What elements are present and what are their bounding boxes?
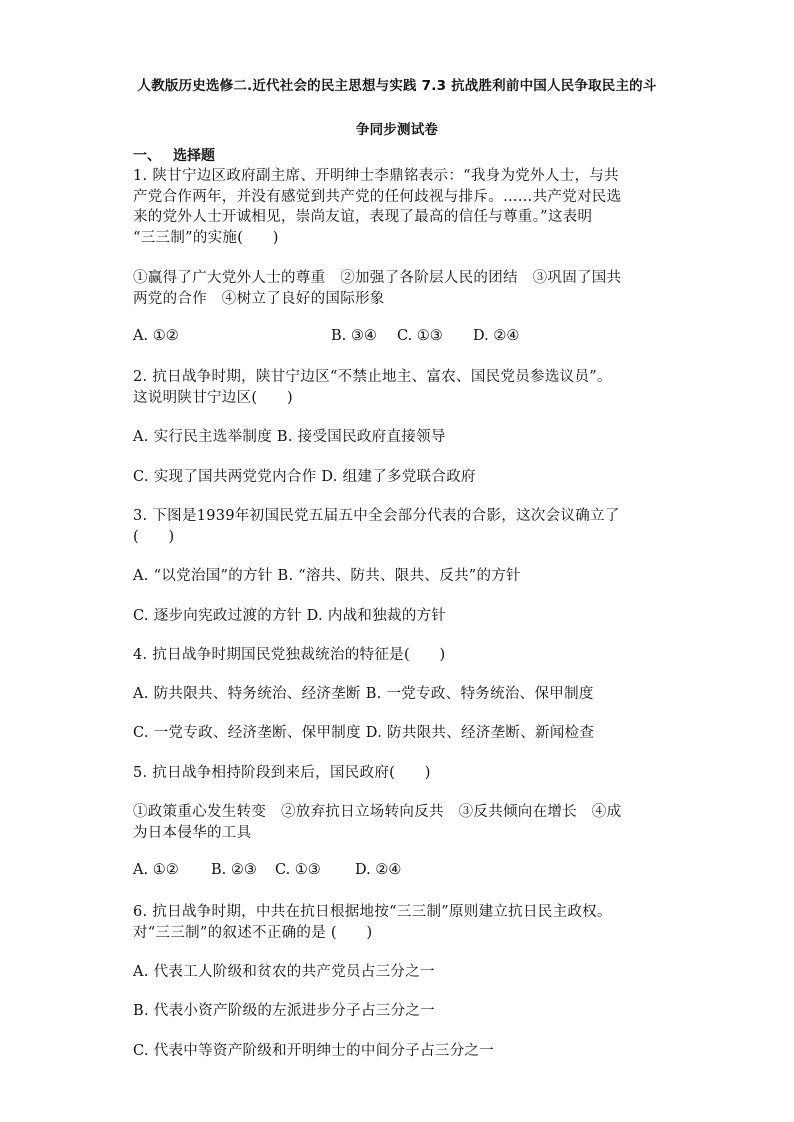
question-5-option-b: B. ②③ [211, 862, 257, 878]
question-1-items-line-2: 两党的合作 ④树立了良好的国际形象 [133, 290, 385, 307]
question-3-stem [133, 506, 663, 547]
question-1-line-2: 产党合作两年，并没有感觉到共产党的任何歧视与排斥。……共产党对民选 [133, 188, 622, 205]
question-5-items-line-2: 为日本侵华的工具 [133, 824, 252, 841]
question-1-line-3: 来的党外人士开诚相见，崇尚友谊，表现了最高的信任与尊重。”这表明 [133, 209, 593, 225]
question-5-option-a: A. ①② [133, 862, 179, 878]
question-6-option-b: B. 代表小资产阶级的左派进步分子占三分之一 [133, 1003, 435, 1019]
question-3-line-2: ( ) [133, 528, 175, 545]
question-1-option-b: B. ③④ [331, 328, 377, 344]
question-6-line-2: 对“三三制”的叙述不正确的是 ( ) [133, 924, 373, 941]
section-heading [133, 145, 215, 165]
question-1-option-c: C. ①③ [397, 328, 443, 344]
question-6-line-1: 6. 抗日战争时期，中共在抗日根据地按“三三制”原则建立抗日民主政权。 [133, 904, 612, 920]
question-5-items-line-1: ①政策重心发生转变 ②放弃抗日立场转向反共 ③反共倾向在增长 ④成 [133, 804, 622, 820]
question-5-stem [133, 763, 663, 784]
question-2-line-1: 2. 抗日战争时期，陕甘宁边区“不禁止地主、富农、国民党员参选议员”。 [133, 369, 612, 385]
question-4-option-cd: C. 一党专政、经济垄断、保甲制度 D. 防共限共、经济垄断、新闻检查 [133, 725, 595, 741]
question-3-option-cd: C. 逐步向宪政过渡的方针 D. 内战和独裁的方针 [133, 608, 447, 624]
question-3-options-line-1 [133, 566, 663, 587]
question-3-option-ab: A. “以党治国”的方针 B. “溶共、防共、限共、反共”的方针 [133, 568, 521, 584]
document-title-line-1: 人教版历史选修二.近代社会的民主思想与实践 7.3 抗战胜利前中国人民争取民主的斗 [137, 78, 657, 94]
question-2-options-line-2 [133, 467, 663, 488]
question-3-options-line-2 [133, 606, 663, 627]
question-6-option-c: C. 代表中等资产阶级和开明绅士的中间分子占三分之一 [133, 1043, 495, 1059]
question-1-option-a: A. ①② [133, 328, 179, 344]
question-4-options-line-2 [133, 723, 663, 744]
question-1-items-line-1: ①赢得了广大党外人士的尊重 ②加强了各阶层人民的团结 ③巩固了国共 [133, 270, 622, 286]
question-2-line-2: 这说明陕甘宁边区( ) [133, 389, 293, 406]
question-4-line-1: 4. 抗日战争时期国民党独裁统治的特征是( ) [133, 647, 446, 663]
question-6-option-a: A. 代表工人阶级和贫农的共产党员占三分之一 [133, 964, 435, 980]
question-2-stem [133, 367, 663, 408]
question-6-option-a-row [133, 962, 663, 983]
question-2-options-line-1 [133, 427, 663, 448]
question-5-line-1: 5. 抗日战争相持阶段到来后，国民政府( ) [133, 765, 431, 781]
question-4-options-line-1 [133, 684, 663, 705]
question-1-line-1: 1. 陕甘宁边区政府副主席、开明绅士李鼎铭表示：“我身为党外人士，与共 [133, 168, 619, 184]
question-1-stem [133, 166, 663, 248]
question-3-line-1: 3. 下图是1939年初国民党五届五中全会部分代表的合影，这次会议确立了 [133, 508, 620, 524]
section-number: 一、 [133, 148, 161, 164]
question-4-stem [133, 645, 663, 666]
question-2-option-cd: C. 实现了国共两党党内合作 D. 组建了多党联合政府 [133, 469, 476, 485]
question-6-option-c-row [133, 1041, 663, 1062]
question-4-option-ab: A. 防共限共、特务统治、经济垄断 B. 一党专政、特务统治、保甲制度 [133, 686, 594, 702]
document-title-line-2: 争同步测试卷 [355, 122, 439, 138]
question-5-option-c: C. ①③ [275, 862, 321, 878]
question-1-items [133, 268, 663, 309]
question-6-stem [133, 902, 663, 943]
question-5-items [133, 802, 663, 843]
question-1-line-4: “三三制”的实施( ) [133, 229, 279, 246]
question-1-option-d: D. ②④ [473, 328, 520, 344]
question-2-option-ab: A. 实行民主选举制度 B. 接受国民政府直接领导 [133, 429, 446, 445]
question-6-option-b-row [133, 1001, 663, 1022]
question-5-option-d: D. ②④ [355, 862, 402, 878]
section-label: 选择题 [173, 148, 215, 164]
